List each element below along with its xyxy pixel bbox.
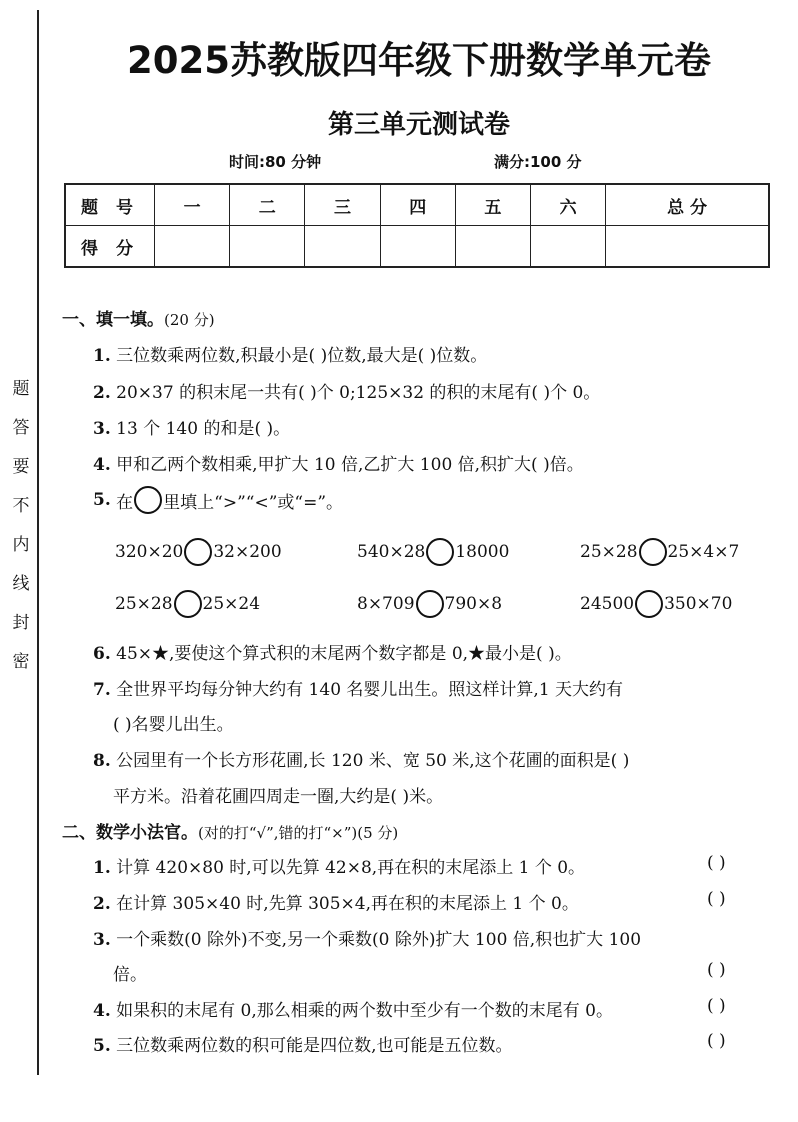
section-1-heading bbox=[62, 305, 215, 330]
question-text: 三位数乘两位数,积最小是( )位数,最大是( )位数。 bbox=[116, 346, 488, 366]
judge-item-5 bbox=[93, 1031, 513, 1056]
score-cell: 五 bbox=[455, 184, 530, 226]
question-text: 如果积的末尾有 0,那么相乘的两个数中至少有一个数的末尾有 0。 bbox=[116, 1001, 613, 1021]
compare-item bbox=[580, 538, 739, 566]
answer-parentheses[interactable]: ( ) bbox=[707, 996, 726, 1016]
compare-blank-circle[interactable] bbox=[426, 538, 454, 566]
page-title: 2025苏教版四年级下册数学单元卷 bbox=[127, 39, 711, 82]
score-cell: 题 号 bbox=[65, 184, 155, 226]
question-5 bbox=[93, 486, 343, 514]
compare-item bbox=[115, 538, 282, 566]
question-7 bbox=[93, 675, 623, 700]
seal-char: 题 bbox=[12, 379, 30, 399]
score-row-label: 得 分 bbox=[65, 226, 155, 268]
question-7-continued: ( )名婴儿出生。 bbox=[113, 715, 234, 735]
question-2 bbox=[93, 378, 600, 403]
question-text: 公园里有一个长方形花圃,长 120 米、宽 50 米,这个花圃的面积是( ) bbox=[116, 751, 630, 771]
question-number: 3. bbox=[93, 930, 111, 950]
question-text: 全世界平均每分钟大约有 140 名婴儿出生。照这样计算,1 天大约有 bbox=[116, 680, 624, 700]
compare-left: 24500 bbox=[580, 594, 635, 614]
question-number: 3. bbox=[93, 419, 111, 439]
score-input-cell[interactable] bbox=[380, 226, 455, 268]
compare-item bbox=[357, 590, 502, 618]
page-subtitle: 第三单元测试卷 bbox=[327, 110, 510, 140]
compare-right: 32×200 bbox=[213, 542, 282, 562]
binding-margin-line bbox=[37, 10, 39, 1075]
question-number: 4. bbox=[93, 455, 111, 475]
score-cell: 三 bbox=[305, 184, 380, 226]
compare-left: 540×28 bbox=[357, 542, 426, 562]
question-4 bbox=[93, 450, 584, 475]
seal-line-text bbox=[8, 370, 34, 682]
seal-char: 密 bbox=[12, 652, 30, 672]
question-number: 2. bbox=[93, 383, 111, 403]
question-3 bbox=[93, 414, 290, 439]
compare-item bbox=[580, 590, 732, 618]
compare-left: 25×28 bbox=[115, 594, 173, 614]
score-table-header-row bbox=[65, 184, 769, 226]
score-table-score-row bbox=[65, 226, 769, 268]
question-text: 45×★,要使这个算式积的末尾两个数字都是 0,★最小是( )。 bbox=[116, 644, 572, 664]
seal-char: 内 bbox=[12, 535, 30, 555]
score-cell: 总 分 bbox=[606, 184, 769, 226]
question-number: 1. bbox=[93, 858, 111, 878]
judge-item-3-continued: 倍。 bbox=[113, 965, 147, 985]
compare-right: 790×8 bbox=[444, 594, 503, 614]
question-number: 4. bbox=[93, 1001, 111, 1021]
compare-item bbox=[115, 590, 260, 618]
section-1-note: (20 分) bbox=[164, 311, 215, 329]
compare-blank-circle[interactable] bbox=[184, 538, 212, 566]
score-input-cell[interactable] bbox=[531, 226, 606, 268]
question-number: 1. bbox=[93, 346, 111, 366]
score-cell: 二 bbox=[230, 184, 305, 226]
seal-char: 线 bbox=[12, 574, 30, 594]
question-number: 6. bbox=[93, 644, 111, 664]
compare-left: 8×709 bbox=[357, 594, 415, 614]
question-8 bbox=[93, 746, 629, 771]
question-8-continued: 平方米。沿着花圃四周走一圈,大约是( )米。 bbox=[113, 787, 444, 807]
compare-right: 25×24 bbox=[202, 594, 261, 614]
compare-left: 320×20 bbox=[115, 542, 184, 562]
seal-char: 答 bbox=[12, 418, 30, 438]
score-input-cell[interactable] bbox=[230, 226, 305, 268]
section-2-title: 二、数学小法官。 bbox=[62, 823, 198, 843]
exam-full-score: 满分:100 分 bbox=[494, 153, 582, 171]
section-2-note: (对的打“√”,错的打“×”)(5 分) bbox=[198, 824, 399, 842]
seal-char: 要 bbox=[12, 457, 30, 477]
question-number: 5. bbox=[93, 1036, 111, 1056]
section-2-heading bbox=[62, 818, 398, 843]
exam-time: 时间:80 分钟 bbox=[229, 153, 322, 171]
question-text: 在 bbox=[116, 492, 134, 513]
question-text: 计算 420×80 时,可以先算 42×8,再在积的末尾添上 1 个 0。 bbox=[116, 858, 586, 878]
circle-icon bbox=[134, 486, 162, 514]
score-cell: 四 bbox=[380, 184, 455, 226]
question-number: 7. bbox=[93, 680, 111, 700]
question-text: 13 个 140 的和是( )。 bbox=[116, 419, 291, 439]
score-input-cell[interactable] bbox=[305, 226, 380, 268]
score-cell: 一 bbox=[155, 184, 230, 226]
question-text: 三位数乘两位数的积可能是四位数,也可能是五位数。 bbox=[116, 1036, 513, 1056]
compare-blank-circle[interactable] bbox=[639, 538, 667, 566]
compare-blank-circle[interactable] bbox=[174, 590, 202, 618]
score-table bbox=[64, 183, 770, 268]
compare-item bbox=[357, 538, 509, 566]
judge-item-4 bbox=[93, 996, 613, 1021]
question-text: 甲和乙两个数相乘,甲扩大 10 倍,乙扩大 100 倍,积扩大( )倍。 bbox=[116, 455, 584, 475]
question-text: 20×37 的积末尾一共有( )个 0;125×32 的积的末尾有( )个 0。 bbox=[116, 383, 601, 403]
seal-char: 封 bbox=[12, 613, 30, 633]
question-number: 5. bbox=[93, 490, 111, 510]
score-input-cell[interactable] bbox=[155, 226, 230, 268]
judge-item-2 bbox=[93, 889, 579, 914]
question-text: 里填上“>”“<”或“=”。 bbox=[163, 492, 344, 513]
question-1 bbox=[93, 341, 487, 366]
question-text: 一个乘数(0 除外)不变,另一个乘数(0 除外)扩大 100 倍,积也扩大 100 bbox=[116, 930, 642, 950]
question-text: 在计算 305×40 时,先算 305×4,再在积的末尾添上 1 个 0。 bbox=[116, 894, 579, 914]
question-number: 2. bbox=[93, 894, 111, 914]
compare-right: 25×4×7 bbox=[667, 542, 740, 562]
answer-parentheses[interactable]: ( ) bbox=[707, 889, 726, 909]
compare-blank-circle[interactable] bbox=[635, 590, 663, 618]
compare-right: 18000 bbox=[455, 542, 510, 562]
compare-right: 350×70 bbox=[664, 594, 733, 614]
score-input-cell[interactable] bbox=[455, 226, 530, 268]
judge-item-3 bbox=[93, 925, 641, 950]
answer-parentheses[interactable]: ( ) bbox=[707, 853, 726, 873]
seal-char: 不 bbox=[12, 496, 30, 516]
answer-parentheses[interactable]: ( ) bbox=[707, 1031, 726, 1051]
question-number: 8. bbox=[93, 751, 111, 771]
answer-parentheses[interactable]: ( ) bbox=[707, 960, 726, 980]
compare-blank-circle[interactable] bbox=[416, 590, 444, 618]
section-1-title: 一、填一填。 bbox=[62, 310, 164, 330]
compare-left: 25×28 bbox=[580, 542, 638, 562]
judge-item-1 bbox=[93, 853, 585, 878]
score-cell: 六 bbox=[531, 184, 606, 226]
question-6 bbox=[93, 639, 572, 664]
score-input-cell[interactable] bbox=[606, 226, 769, 268]
